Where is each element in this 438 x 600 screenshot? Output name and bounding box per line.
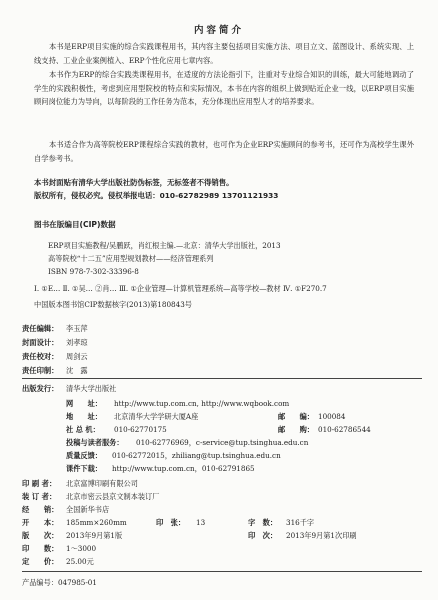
copies-label: 印 数： (22, 544, 59, 553)
intro-paragraph-2: 本书作为ERP的综合实践类课程用书，在适度的方法论指引下，注重对专业综合知识的训练，最大可能地调动了学生的实践积极性，考虑到应用型院校的特点和实际情况，本书在内容的组织上做到贴近企业一线，以ERP项目实施顾问岗位能力为导向，以每阶段的工作任务为范本，充分体现出应用型人才的培养要求。 (34, 70, 414, 106)
quality-feedback-value: 010-62772015，zhiliang@tup.tsinghua.edu.cn (112, 451, 281, 460)
reader-service-label: 投稿与读者服务： (66, 438, 124, 447)
intro-paragraph-3: 本书适合作为高等院校ERP课程综合实践的教材，也可作为企业ERP实施顾问的参考书，还可作为高校学生课外自学参考书。 (34, 140, 414, 163)
divider-top (22, 378, 422, 379)
anti-counterfeit-notice: 本书封面贴有清华大学出版社防伪标签，无标签者不得销售。 (34, 178, 234, 187)
distributor-value: 全国新华书店 (66, 505, 110, 514)
words-value: 316千字 (286, 518, 315, 527)
switchboard-value: 010-62770175 (114, 425, 167, 434)
address-value: 北京清华大学学研大厦A座 (114, 412, 199, 421)
distributor-label: 经 销： (22, 505, 59, 514)
divider-bottom (22, 571, 422, 572)
reader-service-value: 010-62776969，c-service@tup.tsinghua.edu.cn (136, 438, 309, 447)
edition-label: 版 次： (22, 531, 59, 540)
publisher-label: 出版发行： (22, 384, 59, 393)
copyright-notice: 版权所有，侵权必究。侵权举报电话：010-62782989 13701121933 (34, 191, 279, 200)
printer-value: 北京富博印刷有限公司 (66, 479, 138, 488)
cip-heading: 图书在版编目(CIP)数据 (34, 220, 116, 229)
quality-feedback-label: 质量反馈： (66, 451, 102, 460)
switchboard-label: 社 总 机： (66, 425, 100, 434)
cip-line-2: 高等院校“十二五”应用型规划教材——经济管理系列 (48, 254, 214, 263)
editor-value: 李玉萍 (66, 324, 88, 333)
courseware-value: http://www.tup.com.cn，010-62791865 (112, 464, 255, 473)
edition-value: 2013年9月第1版 (66, 531, 123, 540)
copies-value: 1～3000 (66, 544, 97, 553)
cip-line-3: ISBN 978-7-302-33396-8 (48, 267, 139, 276)
printing-label: 印 次： (248, 531, 278, 540)
cip-number: 中国版本图书馆CIP数据核字(2013)第180843号 (34, 300, 192, 309)
print-supervisor-label: 责任印制： (22, 366, 59, 375)
price-value: 25.00元 (66, 557, 94, 566)
proofreader-label: 责任校对： (22, 352, 59, 361)
intro-title: 内容简介 (193, 25, 244, 36)
website-label: 网 址： (66, 399, 102, 408)
publisher-value: 清华大学出版社 (66, 384, 117, 393)
website-value: http://www.tup.com.cn, http://www.wqbook.com (114, 399, 290, 408)
mail-order-value: 010-62786544 (318, 425, 371, 434)
print-supervisor-value: 沈 露 (66, 366, 88, 375)
intro-paragraph-1: 本书是ERP项目实施的综合实践课程用书，其内容主要包括项目实施方法、项目立文、蓝图设计、系统实现、上线支持、工业企业案例植入、ERP个性化应用七章内容。 (34, 42, 414, 65)
sheets-label: 印 张： (156, 518, 186, 527)
format-value: 185mm×260mm (66, 518, 127, 527)
words-label: 字 数： (248, 518, 278, 527)
cover-design-label: 封面设计： (22, 338, 59, 347)
printer-label: 印 刷 者： (22, 479, 57, 488)
binder-label: 装 订 者： (22, 492, 57, 501)
proofreader-value: 周剑云 (66, 352, 88, 361)
courseware-label: 课件下载： (66, 464, 102, 473)
cip-classification: Ⅰ. ①E… Ⅱ. ①吴… ②肖… Ⅲ. ①企业管理—计算机管理系统—高等学校—教材 Ⅳ. ①F270.7 (34, 284, 327, 293)
postcode-value: 100084 (318, 412, 346, 421)
product-code: 产品编号：047985-01 (22, 578, 97, 587)
cover-design-value: 刘孝琼 (66, 338, 88, 347)
sheets-value: 13 (196, 518, 206, 527)
binder-value: 北京市密云县京文制本装订厂 (66, 492, 160, 501)
postcode-label: 邮 编： (278, 412, 314, 421)
address-label: 地 址： (66, 412, 102, 421)
mail-order-label: 邮 购： (278, 425, 314, 434)
printing-value: 2013年9月第1次印刷 (286, 531, 357, 540)
format-label: 开 本： (22, 518, 59, 527)
cip-line-1: ERP项目实施教程/吴鹏跃，肖红根主编.—北京：清华大学出版社，2013 (48, 241, 281, 250)
editor-label: 责任编辑： (22, 324, 59, 333)
price-label: 定 价： (22, 557, 59, 566)
